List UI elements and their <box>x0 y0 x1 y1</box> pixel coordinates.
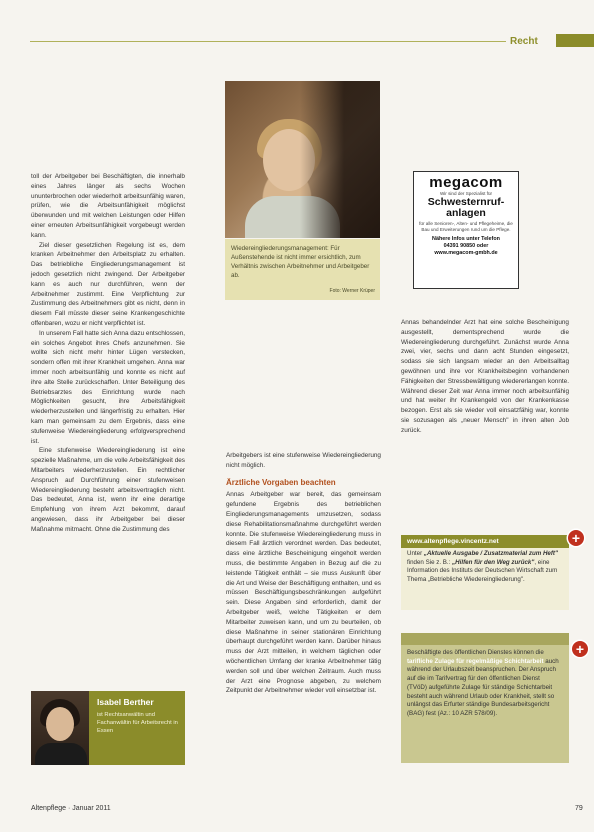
text: , eine Information des Instituts der Deutschen Wirtschaft zum Thema „Betriebliche Wiedereingliederung". <box>407 558 558 583</box>
ad-phone: 04391 90850 oder <box>443 243 489 249</box>
paragraph: Annas behandelnder Arzt hat eine solche Bescheinigung ausgestellt, dementsprechend wurde die Wiedereingliederung durchgeführt. Zunächst wurde Anna zwei, vier, sechs und dann acht Stunden eingesetzt, sodass sie sich langsam wieder an den Arbeitsalltag gewöhnen und ihre vor Krankheitsbeginn vorhandenen Fähigkeiten der Stressbewältigung wiedererlangen konnte. Während dieser Zeit war Anna immer noch arbeitsunfähig und hat weiter ihr Krankengeld von der Krankenkasse bezogen. Erst als sie wieder voll einsatzfähig war, konnte sie sozusagen als „neuer Mensch" in ihren alten Job zurück. <box>401 319 569 434</box>
text: Unter <box>407 550 423 557</box>
subheading: Ärztliche Vorgaben beachten <box>226 477 336 487</box>
website-link[interactable]: www.altenpflege.vincentz.net <box>401 535 569 548</box>
author-photo <box>31 691 89 765</box>
column-1 <box>31 172 185 534</box>
info-box <box>401 633 569 763</box>
section-label: Recht <box>510 36 538 47</box>
column-2 <box>226 451 381 696</box>
author-box <box>31 691 185 765</box>
text: auch während der Urlaubszeit beanspruchen. Der Anspruch auf die im Tarifvertrag für den öffentlichen Dienst (TVöD) aufgeführte Zulage für ständige Schichtarbeit besteht auch während Urlaub oder Krankheit, stellt so unlängst das Erfurter ständige Bundesarbeitsgericht (BAG) fest (Az.: 10 AZR 578/09). <box>407 657 559 717</box>
highlight: tarifliche Zulage für regelmäßige Schichtarbeit <box>407 657 544 665</box>
caption-text: Wiedereingliederungsmanagement: Für Außenstehende ist nicht immer ersichtlich, zum Verhältnis zwischen Arbeitnehmer und Arbeitgeber ab. <box>231 245 370 279</box>
info-box-text <box>407 649 559 719</box>
paragraph: toll der Arbeitgeber bei Beschäftigten, die innerhalb eines Jahres länger als sechs Wochen ununterbrochen oder wiederholt arbeitsunfähig waren, prüfen, wie die Arbeitsunfähigkeit möglichst überwunden und mit welchen Leistungen oder Hilfen einer erneuten Arbeitsunfähigkeit vorgebeugt werden kann. <box>31 173 185 239</box>
online-extra-text <box>407 550 559 584</box>
ad-line: für alle Senioren-, Alten- und Pflegeheime, die Bau und Erweiterungen rund um die Pflege. <box>419 221 513 232</box>
author-name: Isabel Berther <box>97 697 154 707</box>
paragraph: Ziel dieser gesetzlichen Regelung ist es, dem kranken Arbeitnehmer den Arbeitsplatz zu erhalten. Das betriebliche Eingliederungsmanagement ist jedoch gesetzlich nicht zwingend. Der Arbeitgeber kann es auch nur durchführen, wenn der Arbeitnehmer zustimmt. Eine Verpflichtung zur Zustimmung des Arbeitnehmers gibt es nicht, denn in diesem Fall müsste dieser seine Krankengeschichte offenbaren, wozu er nicht verpflichtet ist. <box>31 241 185 327</box>
ad-headline: Schwesternruf-anlagen <box>427 196 505 219</box>
photo-credit: Foto: Werner Krüper <box>329 288 375 294</box>
paragraph: Annas Arbeitgeber war bereit, das gemeinsam gefundene Ergebnis des betrieblichen Eingliederungsmanagements umzusetzen, sodass diese Rehabilitationsmaßnahme durchgeführt werden konnte. Die stufenweise Wiedereingliederung muss in diesem Fall ärztlich verordnet werden. Das bedeutet, dass eine ärztliche Bescheinigung eingeholt werden muss, die bestimmte Angaben in Bezug auf die zu leistende Tätigkeit enthält – sie muss Auskunft über die Art und Weise der Beschäftigung enthalten, und es müssen Beschäftigungsbeschränkungen aufgeführt sein. Diese Angaben sind erforderlich, damit der Arbeitgeber weiß, welche Tätigkeiten er dem Mitarbeiter zuweisen kann, und um zu beurteilen, ob diese Maßnahme in seiner stationären Einrichtung überhaupt durchgeführt werden kann. Darüber hinaus muss der Arzt mitteilen, in welchem täglichen oder wöchentlichen Umfang der kranke Arbeitnehmer tätig werden soll und über welchen Zeitraum. Auch muss der Arzt eine Prognose abgeben, zu welchem Zeitpunkt der Arbeitnehmer wieder voll einsetzbar ist. <box>226 491 381 695</box>
paragraph: Arbeitgebers ist eine stufenweise Wiedereingliederung nicht möglich. <box>226 452 381 469</box>
paragraph: Eine stufenweise Wiedereingliederung ist eine spezielle Maßnahme, um die volle Arbeitsfähigkeit des Mitarbeiters wiederherzustellen. Ein rechtlicher Anspruch auf Durchführung einer stufenweisen Wiedereingliederung besteht arbeitsvertraglich nicht. Das bedeutet, Anna ist, wenn ihr eine derartige Empfehlung von ihrem Arzt bekommt, darauf angewiesen, dass ihr Arbeitgeber bei dieser Maßnahme mitmacht. Ohne die Zustimmung des <box>31 447 185 533</box>
ad-line: Wir sind der Spezialist für <box>439 191 493 196</box>
paragraph: In unserem Fall hatte sich Anna dazu entschlossen, ein solches Angebot ihres Chefs anzunehmen. Sie wollte sich nicht mehr hinter Lügen verstecken, sondern offen mit ihrer Krankheit umgehen. Anna war immer noch arbeitsunfähig und konnte es nicht auf ihre alte Stelle zurückschaffen. Unter Beteiligung des Betriebsarztes des Einrichtung wurde nach Möglichkeiten gesucht, ihre Arbeitsfähigkeit wiederherzustellen und längerfristig zu erhalten. Hier kam man gemeinsam zu dem Ergebnis, dass eine stufenweise Wiedereingliederung erfolgversprechend ist. <box>31 329 186 445</box>
section-marker <box>556 34 594 47</box>
online-extra-box <box>401 548 569 610</box>
info-box-header <box>401 633 569 645</box>
author-role: ist Rechtsanwältin und Fachanwältin für Arbeitsrecht in Essen <box>97 712 178 734</box>
ad-info: Nähere Infos unter Telefon <box>432 236 500 242</box>
text: Beschäftigte des öffentlichen Dienstes können die <box>407 649 544 656</box>
ad-logo: megacom <box>429 174 503 191</box>
highlight: „Hilfen für den Weg zurück" <box>452 558 535 566</box>
highlight: „Aktuelle Ausgabe / Zusatzmaterial zum Heft" <box>423 550 558 557</box>
footer-issue: Altenpflege · Januar 2011 <box>31 805 111 812</box>
megacom-ad[interactable] <box>413 171 519 289</box>
plus-icon: + <box>572 641 588 657</box>
plus-icon: + <box>568 530 584 546</box>
photo-caption <box>225 239 380 300</box>
column-3 <box>401 318 569 436</box>
header-rule <box>30 41 506 42</box>
page-number: 79 <box>575 805 583 812</box>
ad-website[interactable]: www.megacom-gmbh.de <box>434 250 498 256</box>
text: finden Sie z. B.: <box>407 558 451 566</box>
article-photo <box>225 81 380 238</box>
